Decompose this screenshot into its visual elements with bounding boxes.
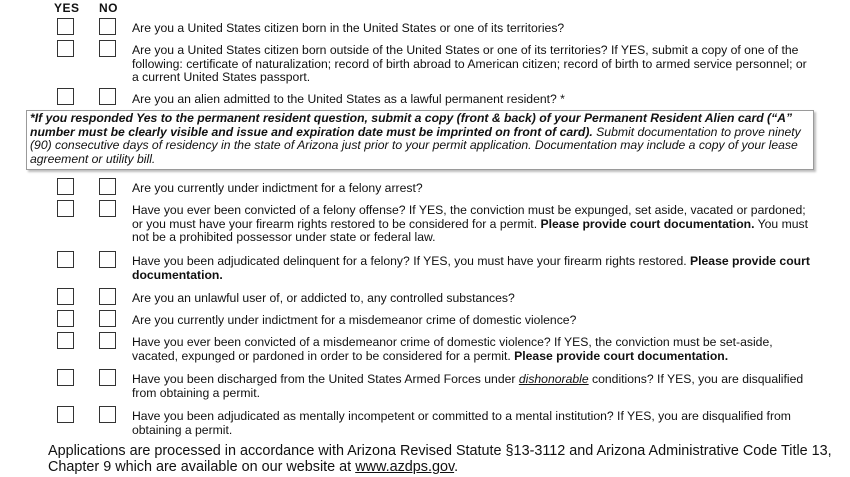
q9-bold: Please provide court documentation. [514, 348, 729, 363]
q5-no-checkbox[interactable] [99, 200, 116, 217]
q8-yes-checkbox[interactable] [57, 310, 74, 327]
note-text: Submit documentation to prove ninety (90) consecutive days of residency in the state of Arizona just prior to your permit application. Documentation may include a copy of your lease agreement or utility bill. [30, 124, 801, 166]
question-adjudicated-delinquent [132, 255, 812, 282]
q9-text: Have you ever been convicted of a misdemeanor crime of domestic violence? If YES, the conviction must be set-aside, vacated, expunged or pardoned in order to be considered for a permit. [132, 335, 773, 363]
q11-no-checkbox[interactable] [99, 406, 116, 423]
q3-no-checkbox[interactable] [99, 88, 116, 105]
question-misdemeanor-indictment: Are you currently under indictment for a misdemeanor crime of domestic violence? [132, 313, 577, 327]
q2-yes-checkbox[interactable] [57, 40, 74, 57]
q10-yes-checkbox[interactable] [57, 369, 74, 386]
footer-text: Applications are processed in accordance with Arizona Revised Statute §13-3112 and Arizona Administrative Code Title 13, Chapter 9 which are available on our website at [48, 443, 832, 475]
q10-no-checkbox[interactable] [99, 369, 116, 386]
q1-yes-checkbox[interactable] [57, 18, 74, 35]
q3-yes-checkbox[interactable] [57, 88, 74, 105]
q5-bold: Please provide court documentation. [540, 216, 755, 231]
permanent-resident-note [26, 110, 814, 170]
q5-yes-checkbox[interactable] [57, 200, 74, 217]
question-controlled-substances: Are you an unlawful user of, or addicted to, any controlled substances? [132, 291, 515, 305]
q9-no-checkbox[interactable] [99, 332, 116, 349]
footer-statement [48, 443, 838, 475]
q4-yes-checkbox[interactable] [57, 178, 74, 195]
question-felony-indictment: Are you currently under indictment for a felony arrest? [132, 181, 423, 195]
q4-no-checkbox[interactable] [99, 178, 116, 195]
q1-no-checkbox[interactable] [99, 18, 116, 35]
q8-no-checkbox[interactable] [99, 310, 116, 327]
q10-text2: conditions? If YES, you are disqualified from obtaining a permit. [132, 372, 804, 400]
question-us-citizen-born-us: Are you a United States citizen born in the United States or one of its territories? [132, 21, 565, 35]
q6-no-checkbox[interactable] [99, 251, 116, 268]
q6-text: Have you been adjudicated delinquent for a felony? If YES, you must have your firearm rights restored. [132, 254, 691, 268]
q10-text: Have you been discharged from the United States Armed Forces under [132, 372, 519, 386]
yes-column-header: YES [54, 1, 80, 15]
question-permanent-resident: Are you an alien admitted to the United States as a lawful permanent resident? * [132, 92, 565, 106]
q5-text: Have you ever been convicted of a felony offense? If YES, the conviction must be expunged, set aside, vacated or pardoned; or you must have your firearm rights restored to be considered for a permit. [132, 203, 806, 231]
q2-no-checkbox[interactable] [99, 40, 116, 57]
q6-bold: Please provide court documentation. [132, 254, 810, 282]
q11-yes-checkbox[interactable] [57, 406, 74, 423]
no-column-header: NO [99, 1, 118, 15]
question-felony-conviction [132, 204, 812, 245]
question-mental-incompetence: Have you been adjudicated as mentally incompetent or committed to a mental institution? If YES, you are disqualified from obtaining a permit. [132, 409, 791, 437]
q5-text2: You must not be a prohibited possessor under state or federal law. [132, 216, 809, 245]
q7-yes-checkbox[interactable] [57, 288, 74, 305]
question-misdemeanor-conviction [132, 336, 812, 363]
q9-yes-checkbox[interactable] [57, 332, 74, 349]
question-dishonorable-discharge [132, 373, 812, 400]
q6-yes-checkbox[interactable] [57, 251, 74, 268]
website-link[interactable]: www.azdps.gov [355, 459, 455, 475]
q7-no-checkbox[interactable] [99, 288, 116, 305]
question-us-citizen-born-abroad: Are you a United States citizen born outside of the United States or one of its territories? If YES, submit a copy of one of the following: certificate of naturalization; record of birth abroad to American citizen; record of birth to armed service personnel; or a current United States passport. [132, 43, 807, 85]
footer-end: . [454, 459, 459, 475]
note-bold-text: *If you responded Yes to the permanent resident question, submit a copy (front & back) of your Permanent Resident Alien card (“A” number must be clearly visible and issue and expiration date must be imprinted on front of card). [30, 111, 793, 139]
q10-underline: dishonorable [518, 372, 589, 386]
